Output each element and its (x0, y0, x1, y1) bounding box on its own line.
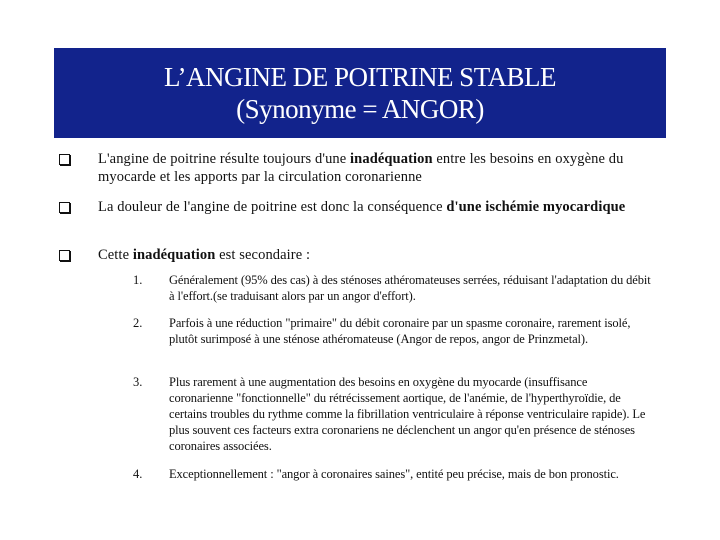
checkbox-bullet-icon (59, 202, 70, 213)
item-text: Parfois à une réduction "primaire" du débit coronaire par un spasme coronaire, rarement isolé, plutôt surimposé à une sténose athéromateuse (Angor de repos, angor de Prinzmetal). (169, 316, 631, 346)
numbered-item (133, 374, 653, 454)
item-text: Plus rarement à une augmentation des besoins en oxygène du myocarde (insuffisance coronarienne "fonctionnelle" du rétrécissement aortique, de l'anémie, de l'hyperthyroïdie, de certains troubles du rythme comme la fibrillation ventriculaire à réponse ventriculaire rapide). Le plus souvent ces facteurs extra coronariens ne déclenchent un angor qu'en présence de sténoses coronaires associées. (169, 375, 646, 453)
slide-title: L’ANGINE DE POITRINE STABLE (163, 62, 557, 92)
item-number: 1. (133, 273, 143, 287)
item-number: 4. (133, 467, 143, 481)
numbered-item (133, 466, 653, 482)
checkbox-bullet-icon (59, 154, 70, 165)
item-text: Exceptionnellement : "angor à coronaires saines", entité peu précise, mais de bon pronostic. (169, 467, 619, 481)
item-number: 2. (133, 316, 143, 330)
bullet-text: Cette inadéquation est secondaire : (98, 247, 311, 263)
bullet-item (59, 246, 659, 264)
numbered-item (133, 272, 653, 304)
bullet-text: L'angine de poitrine résulte toujours d'une inadéquation entre les besoins en oxygène du myocarde et les apports par la circulation coronarienne (98, 151, 624, 185)
title-banner (54, 48, 666, 138)
slide-subtitle: (Synonyme = ANGOR) (236, 94, 484, 124)
item-number: 3. (133, 375, 143, 389)
item-text: Généralement (95% des cas) à des sténoses athéromateuses serrées, réduisant l'adaptation du débit à l'effort.(se traduisant alors par un angor d'effort). (169, 273, 651, 303)
bullet-item (59, 198, 659, 216)
bullet-text: La douleur de l'angine de poitrine est donc la conséquence d'une ischémie myocardique (98, 199, 626, 215)
bullet-item (59, 150, 659, 186)
checkbox-bullet-icon (59, 250, 70, 261)
numbered-item (133, 315, 653, 347)
